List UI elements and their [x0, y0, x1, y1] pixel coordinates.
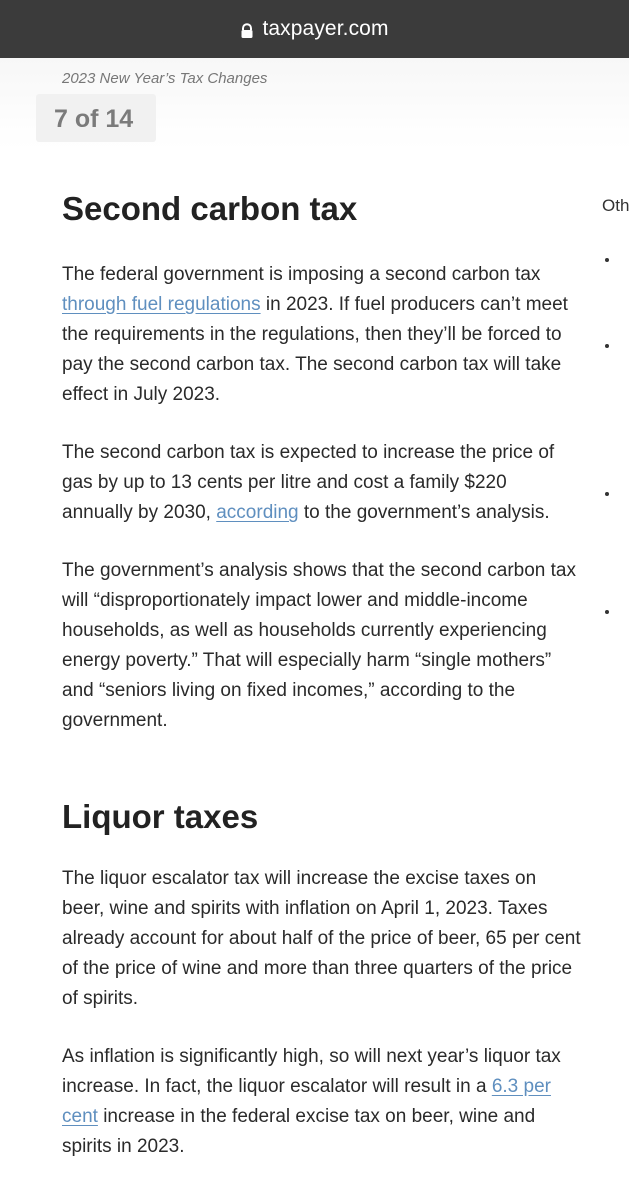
- url-display[interactable]: [240, 17, 388, 41]
- paragraph-text: in 2023. If fuel producers can’t meet the requirements in the regulations, then they’ll be forced to pay the second carbon tax. The second carbon tax will take effect in July 2023.: [62, 294, 568, 405]
- sidebar-bullet-icon: [605, 258, 609, 262]
- section-title-second-carbon-tax: Second carbon tax: [62, 190, 358, 227]
- paragraph-text: The federal government is imposing a second carbon tax: [62, 264, 541, 285]
- lock-icon: [240, 21, 254, 37]
- government-analysis-link[interactable]: according: [216, 502, 299, 523]
- paragraph-liquor-escalator: The liquor escalator tax will increase the excise taxes on beer, wine and spirits with inflation on April 1, 2023. Taxes already account for about half of the price of beer, 65 per cent of the price of wine and more than three quarters of the price of spirits.: [62, 868, 581, 1009]
- paragraph-text: increase in the federal excise tax on beer, wine and spirits in 2023.: [62, 1106, 536, 1157]
- paragraph-household-impact: The government’s analysis shows that the second carbon tax will “disproportionately impact lower and middle-income households, as well as households currently experiencing energy poverty.” That will especially harm “single mothers” and “seniors living on fixed incomes,” according to the government.: [62, 560, 576, 731]
- sidebar-bullet-icon: [605, 610, 609, 614]
- fuel-regulations-link[interactable]: through fuel regulations: [62, 294, 261, 315]
- article-page: [0, 58, 629, 1200]
- paragraph-gas-price-impact: [62, 438, 582, 528]
- slide-counter: 7 of 14: [54, 105, 134, 133]
- sidebar-bullet-icon: [605, 344, 609, 348]
- paragraph-text: to the government’s analysis.: [298, 502, 550, 523]
- offscreen-sidebar: [602, 186, 629, 686]
- article-kicker: 2023 New Year’s Tax Changes: [62, 70, 268, 87]
- url-text: taxpayer.com: [262, 17, 389, 40]
- excise-tax-link[interactable]: 6.3 per cent: [62, 1076, 551, 1127]
- paragraph-text: As inflation is significantly high, so will next year’s liquor tax increase. In fact, the liquor escalator will result in a: [62, 1046, 561, 1097]
- sidebar-bullet-icon: [605, 492, 609, 496]
- paragraph-liquor-tax-increase: [62, 1042, 582, 1162]
- browser-address-bar[interactable]: [0, 0, 629, 58]
- paragraph-text: The second carbon tax is expected to increase the price of gas by up to 13 cents per litre and cost a family $220 annually by 2030,: [62, 442, 555, 523]
- sidebar-label: Oth: [602, 196, 629, 215]
- section-title-liquor-taxes: Liquor taxes: [62, 798, 259, 835]
- paragraph-second-carbon-tax-intro: [62, 260, 582, 410]
